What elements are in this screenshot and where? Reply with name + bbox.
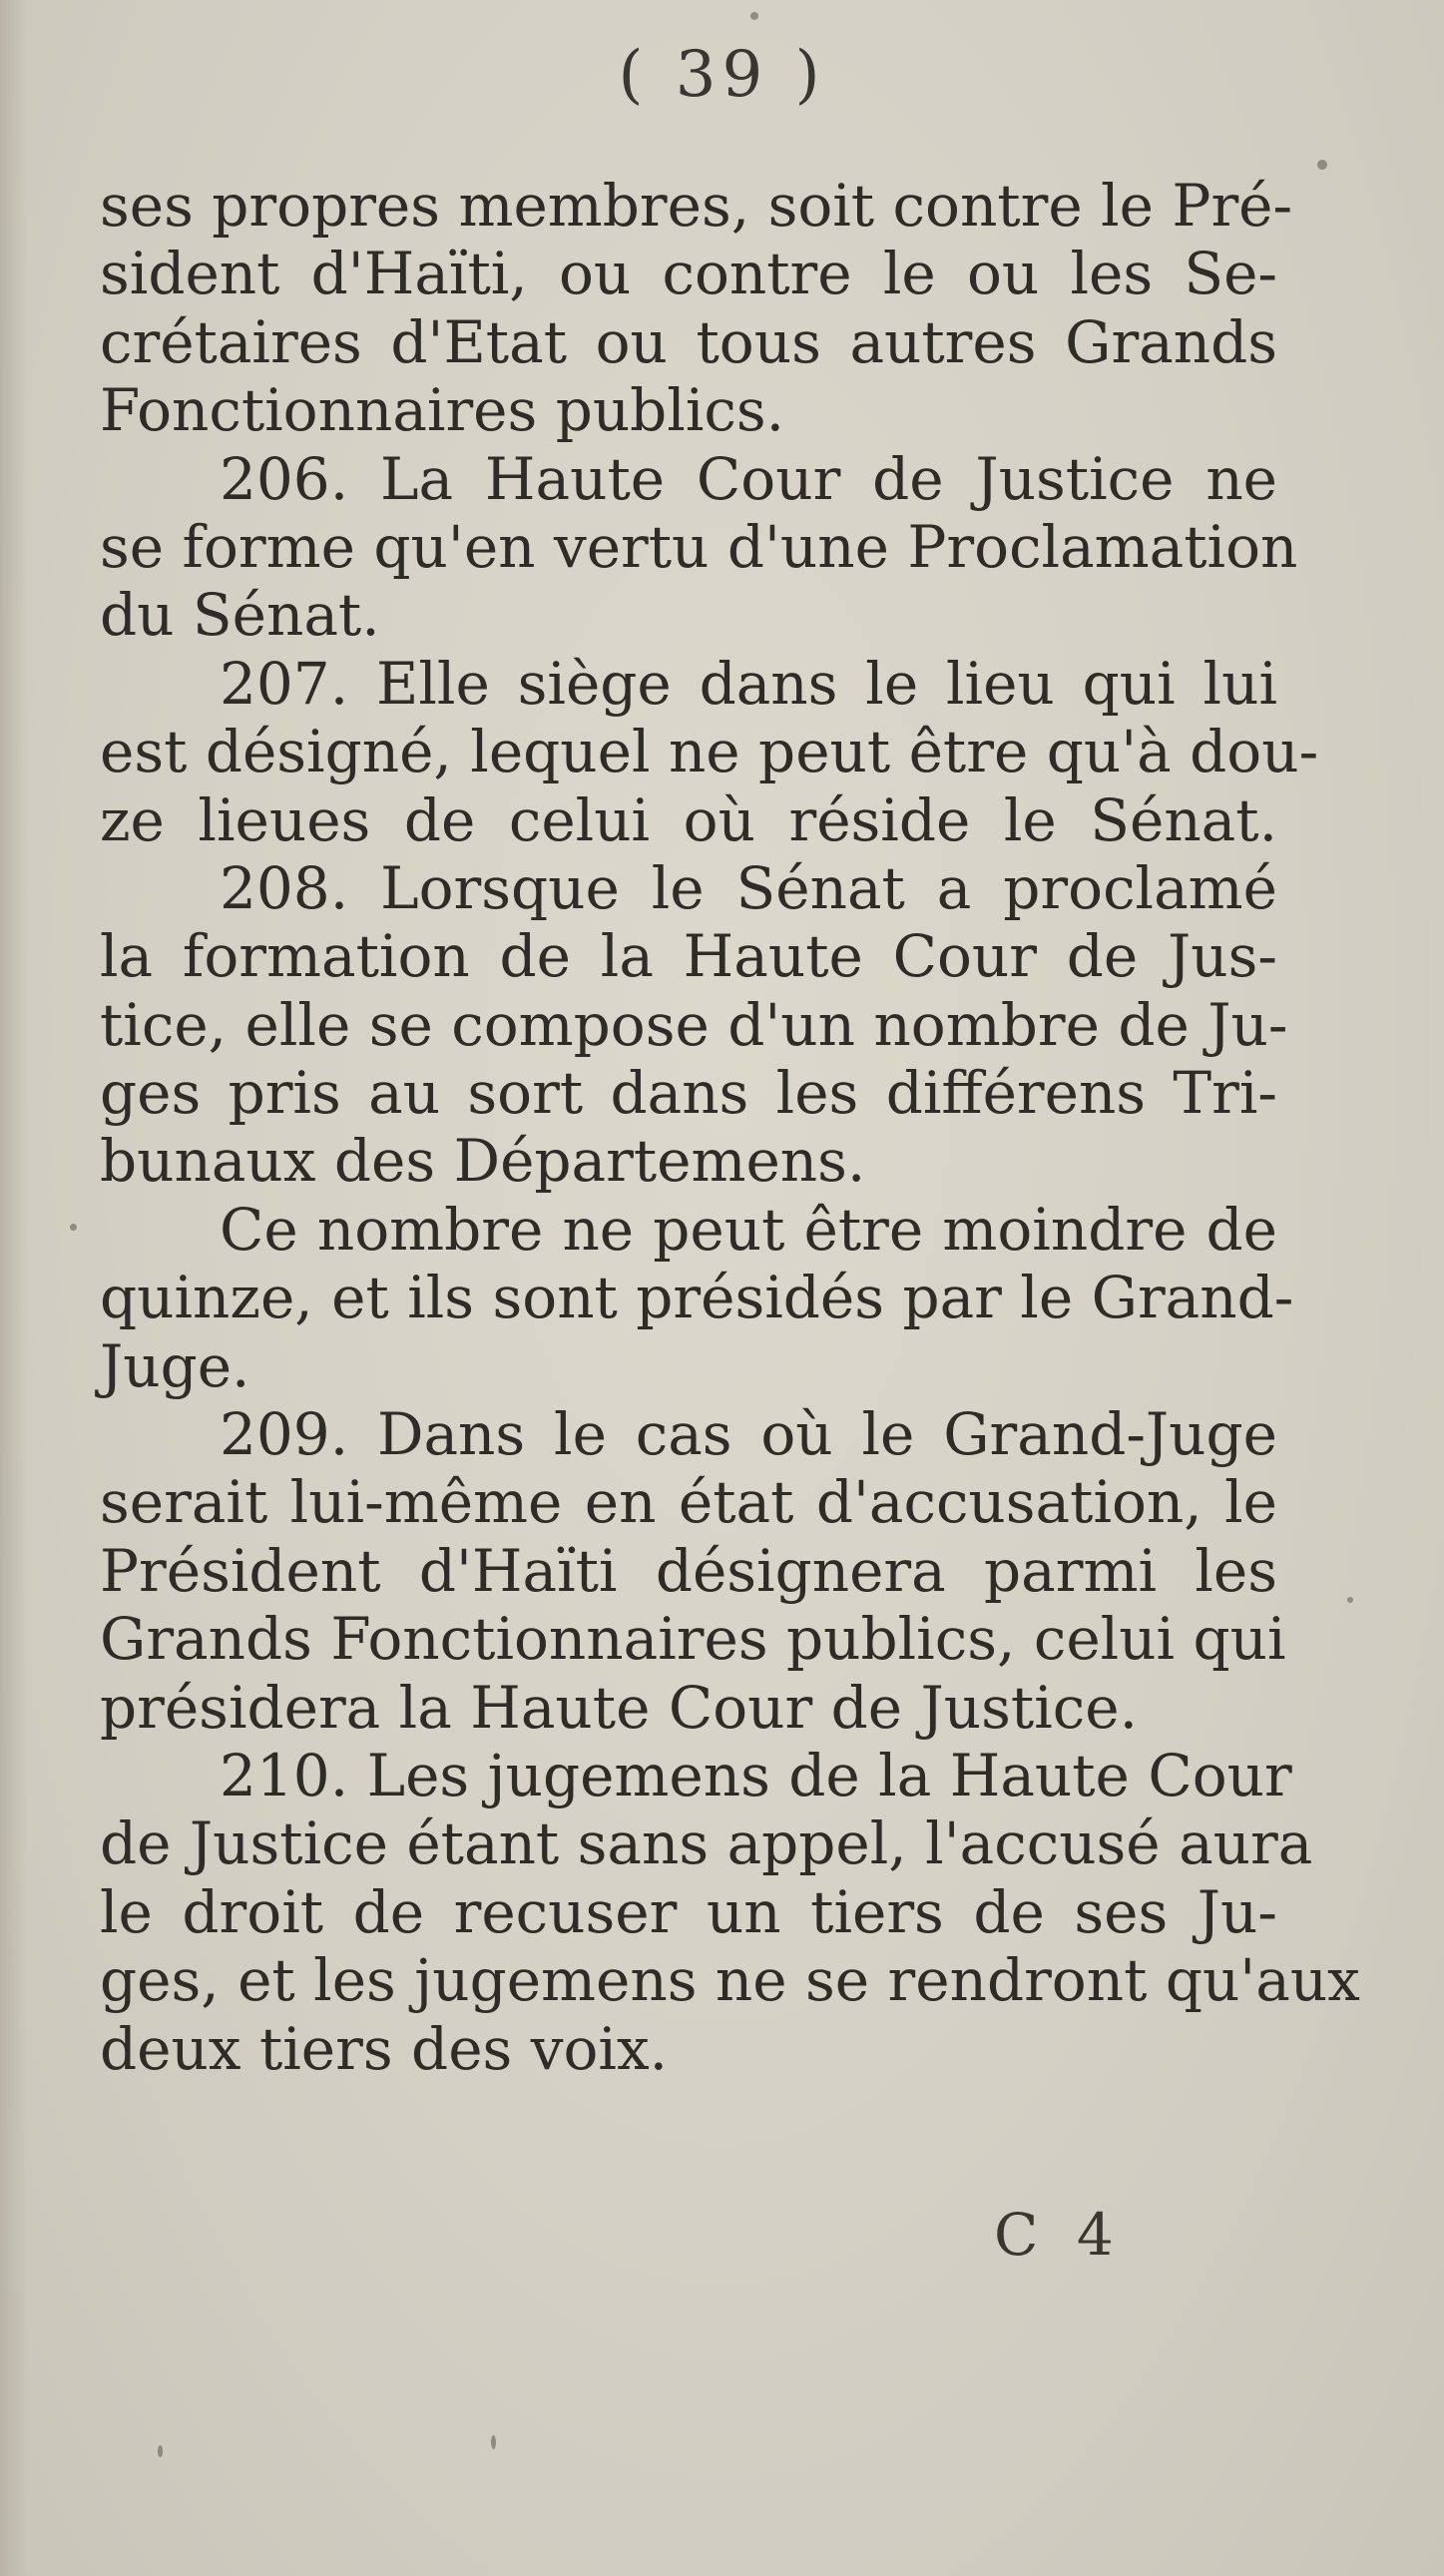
print-speck bbox=[158, 2445, 163, 2457]
text-line: sident d'Haïti, ou contre le ou les Se- bbox=[100, 240, 1277, 308]
article-206-line: 206. La Haute Cour de Justice ne bbox=[220, 444, 1277, 513]
text-line: Juge. bbox=[100, 1331, 250, 1400]
text-line: ze lieues de celui où réside le Sénat. bbox=[100, 785, 1277, 854]
article-210-line: 210. Les jugemens de la Haute Cour bbox=[220, 1741, 1292, 1809]
text-line: se forme qu'en vertu d'une Proclamation bbox=[100, 512, 1298, 581]
text-line: Fonctionnaires publics. bbox=[100, 376, 785, 445]
text-line: la formation de la Haute Cour de Jus- bbox=[100, 922, 1277, 991]
binding-shadow bbox=[0, 0, 28, 2576]
text-line: deux tiers des voix. bbox=[100, 2014, 669, 2083]
article-207-line: 207. Elle siège dans le lieu qui lui bbox=[220, 649, 1277, 718]
text-line: ses propres membres, soit contre le Pré- bbox=[100, 172, 1293, 240]
text-line: serait lui-même en état d'accusation, le bbox=[100, 1468, 1277, 1537]
text-line: Président d'Haïti désignera parmi les bbox=[100, 1536, 1277, 1605]
text-line: ges pris au sort dans les différens Tri- bbox=[100, 1059, 1277, 1128]
text-line: du Sénat. bbox=[100, 581, 380, 650]
article-209-line: 209. Dans le cas où le Grand-Juge bbox=[220, 1400, 1277, 1469]
print-speck bbox=[750, 12, 758, 20]
print-speck bbox=[1347, 1597, 1353, 1603]
text-line: crétaires d'Etat ou tous autres Grands bbox=[100, 307, 1277, 376]
text-line: quinze, et ils sont présidés par le Grand- bbox=[100, 1264, 1294, 1332]
text-line: de Justice étant sans appel, l'accusé aura bbox=[100, 1809, 1313, 1878]
text-line: tice, elle se compose d'un nombre de Ju- bbox=[100, 990, 1288, 1059]
text-line: est désigné, lequel ne peut être qu'à dou- bbox=[100, 718, 1319, 786]
article-208-line: 208. Lorsque le Sénat a proclamé bbox=[220, 853, 1277, 922]
print-speck bbox=[491, 2435, 496, 2449]
print-speck bbox=[1317, 160, 1327, 170]
text-line: le droit de recuser un tiers de ses Ju- bbox=[100, 1877, 1277, 1946]
text-line: Grands Fonctionnaires publics, celui qui bbox=[100, 1605, 1286, 1674]
print-speck bbox=[70, 1224, 77, 1231]
text-line: présidera la Haute Cour de Justice. bbox=[100, 1673, 1139, 1742]
text-line: Ce nombre ne peut être moindre de bbox=[220, 1195, 1277, 1264]
body-text bbox=[100, 172, 1360, 2083]
text-line: ges, et les jugemens ne se rendront qu'aux bbox=[100, 1946, 1360, 2015]
text-line: bunaux des Départemens. bbox=[100, 1127, 866, 1196]
signature-mark: C 4 bbox=[994, 2201, 1124, 2269]
page-number: ( 39 ) bbox=[618, 38, 826, 112]
